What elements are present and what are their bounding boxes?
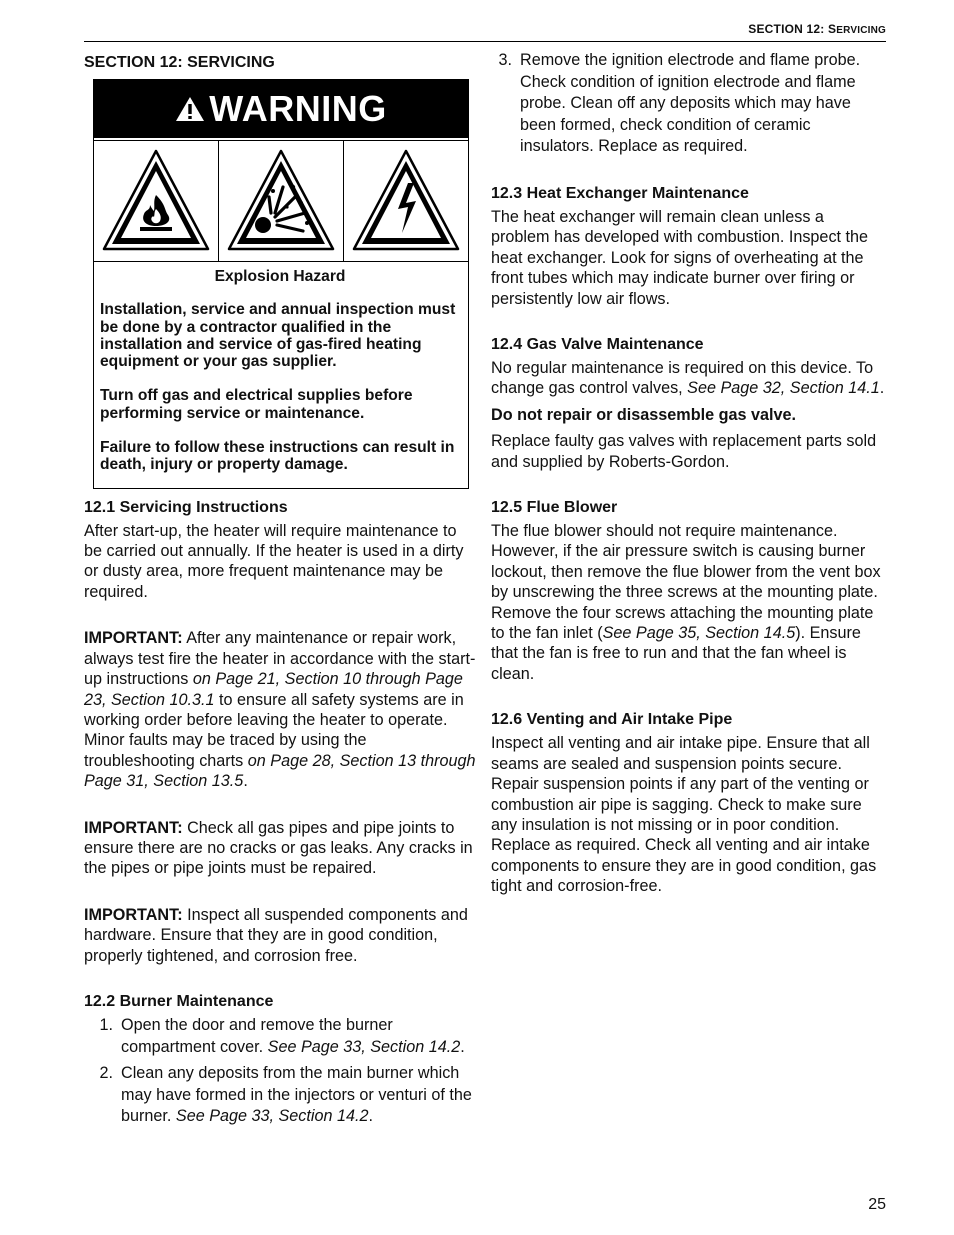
hazard-pictograms bbox=[94, 140, 468, 262]
header-rule bbox=[84, 41, 886, 42]
warning-banner bbox=[94, 80, 468, 140]
heading-12-2: 12.2 Burner Maintenance bbox=[84, 992, 274, 1010]
heading-12-5: 12.5 Flue Blower bbox=[491, 499, 618, 517]
bold-note: Do not repair or disassemble gas valve. bbox=[491, 405, 796, 424]
warning-label: WARNING bbox=[209, 87, 387, 129]
paragraph: No regular maintenance is required on this device. To change gas control valves, See Page 32, Section 14.1. bbox=[491, 359, 885, 398]
list-item: 3. Remove the ignition electrode and flame probe. Check condition of ignition electrode and flame probe. Clean off any deposits which may have been formed, check condition of ceramic insulators. Replace as required. bbox=[498, 51, 861, 156]
paragraph: After start-up, the heater will require maintenance to be carried out annually. If the heater is used in a dirty or dusty area, more frequent maintenance may be required. bbox=[84, 521, 464, 601]
warning-triangle-icon bbox=[175, 96, 205, 122]
warning-paragraph: Turn off gas and electrical supplies before performing service or maintenance. bbox=[100, 387, 413, 422]
list-item: 2. Clean any deposits from the main burner which may have formed in the injectors or venturi of the burner. See Page 33, Section 14.2. bbox=[99, 1064, 472, 1126]
paragraph: The flue blower should not require maintenance. However, if the air pressure switch is causing burner lockout, then remove the flue blower from the vent box by unscrewing the three screws at the mounting plate. Remove the four screws attaching the mounting plate to the fan inlet (See Page 35, Section 14.5). Ensure that the fan is free to run and that the fan wheel is clean. bbox=[491, 522, 881, 683]
warning-text bbox=[94, 262, 468, 488]
warning-box bbox=[93, 79, 469, 489]
hazard-title: Explosion Hazard bbox=[214, 268, 346, 285]
right-column bbox=[491, 50, 886, 897]
page-number: 25 bbox=[868, 1196, 886, 1213]
list-item: 1. Open the door and remove the burner compartment cover. See Page 33, Section 14.2. bbox=[99, 1015, 465, 1056]
cross-reference: on Page 28, Section 13 through Page 31, Section 13.5 bbox=[84, 751, 476, 791]
cross-reference: See Page 33, Section 14.2 bbox=[267, 1037, 461, 1056]
warning-paragraph: Failure to follow these instructions can result in death, injury or property damage. bbox=[100, 439, 455, 474]
heading-12-4: 12.4 Gas Valve Maintenance bbox=[491, 336, 704, 353]
section-title: SECTION 12: SERVICING bbox=[84, 54, 275, 71]
explosive-icon bbox=[219, 141, 344, 261]
heading-12-6: 12.6 Venting and Air Intake Pipe bbox=[491, 711, 733, 729]
warning-paragraph: Installation, service and annual inspection must be done by a contractor qualified in the installation and service of gas-fired heating equipment or your gas supplier. bbox=[100, 301, 456, 371]
paragraph: Replace faulty gas valves with replacement parts sold and supplied by Roberts-Gordon. bbox=[491, 432, 877, 471]
paragraph: The heat exchanger will remain clean unless a problem has developed with combustion. Inspect the heat exchanger. Look for signs of overheating at the front tubes which may indicate burner over firing or persistently low air flows. bbox=[491, 207, 869, 308]
electrical-hazard-icon bbox=[344, 141, 468, 261]
cross-reference: See Page 35, Section 14.5 bbox=[602, 624, 796, 643]
left-column bbox=[84, 50, 476, 1133]
running-head: SECTION 12: SERVICING bbox=[748, 22, 886, 36]
heading-12-1: 12.1 Servicing Instructions bbox=[84, 498, 288, 516]
burner-steps-continued bbox=[483, 50, 886, 158]
flammable-icon bbox=[94, 141, 219, 261]
important-note: IMPORTANT: Inspect all suspended components and hardware. Ensure that they are in good condition, properly tightened, and corrosion free. bbox=[84, 905, 468, 965]
burner-steps bbox=[84, 1015, 476, 1128]
cross-reference: on Page 21, Section 10 through Page 23, Section 10.3.1 bbox=[84, 670, 463, 709]
cross-reference: See Page 32, Section 14.1 bbox=[687, 379, 880, 398]
important-note: IMPORTANT: After any maintenance or repair work, always test fire the heater in accordance with the start-up instructions on Page 21, Section 10 through Page 23, Section 10.3.1 to ensure all safety systems are in working order before leaving the heater to operate. Minor faults may be traced by using the troubleshooting charts on Page 28, Section 13 through Page 31, Section 13.5. bbox=[84, 629, 476, 791]
important-note: IMPORTANT: Check all gas pipes and pipe joints to ensure there are no cracks or gas leaks. Any cracks in the pipes or pipe joints must be repaired. bbox=[84, 818, 473, 878]
paragraph: Inspect all venting and air intake pipe. Ensure that all seams are sealed and suspension points secure. Repair suspension points if any part of the venting or combustion air pipe is sagging. Check to make sure any insulation is not missing or in poor condition. Replace as required. Check all venting and air intake components to ensure they are in good condition, gas tight and corrosion-free. bbox=[491, 734, 877, 896]
cross-reference: See Page 33, Section 14.2 bbox=[175, 1107, 369, 1126]
heading-12-3: 12.3 Heat Exchanger Maintenance bbox=[491, 184, 749, 202]
